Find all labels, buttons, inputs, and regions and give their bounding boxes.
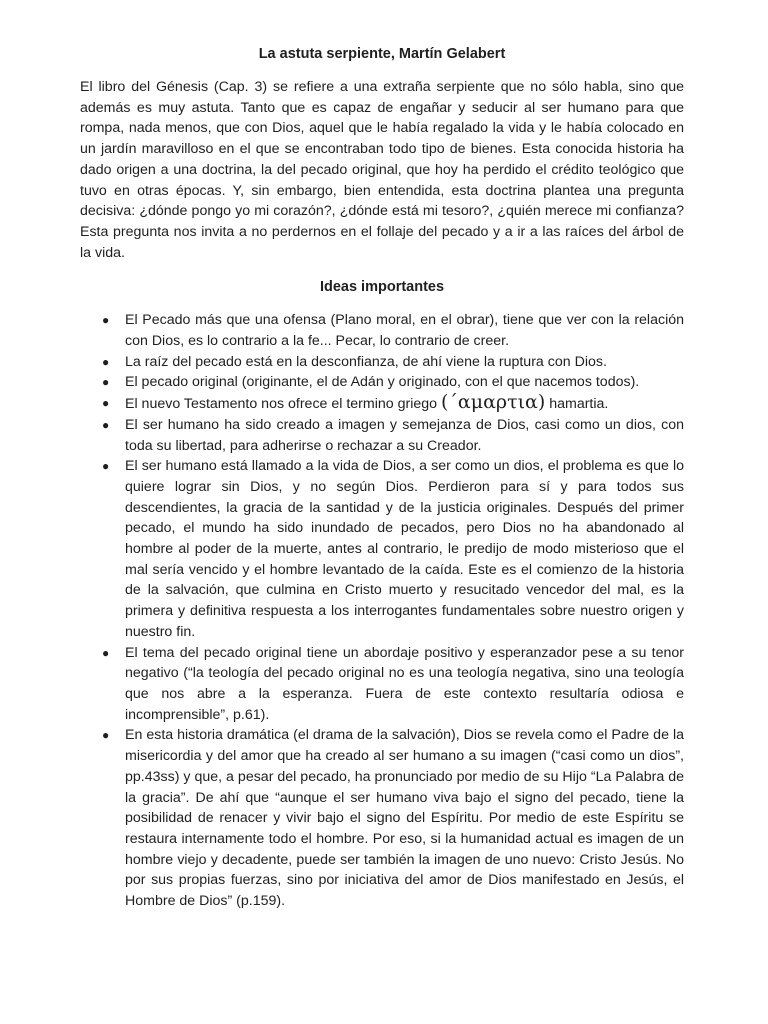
bullet-icon: ●	[102, 313, 110, 328]
bullet-icon: ●	[102, 354, 110, 369]
bullet-icon: ●	[102, 728, 110, 743]
section-heading: Ideas importantes	[319, 279, 445, 296]
list-item	[80, 372, 684, 393]
list-item-greek	[80, 393, 684, 415]
bullet-icon: ●	[102, 459, 110, 474]
list-item-text: El pecado original (originante, el de Adán y originado, con el que nacemos todos).	[125, 374, 640, 391]
bullet-icon: ●	[102, 396, 110, 411]
document-page	[80, 44, 684, 912]
bullet-icon: ●	[102, 375, 110, 390]
list-item	[80, 725, 684, 911]
list-item	[80, 415, 684, 456]
greek-translit: hamartia.	[545, 396, 609, 413]
list-item-text: El tema del pecado original tiene un abordaje positivo y esperanzador pese a su tenor negativo (“la teología del pecado original no es una teología negativa, sino una teología que nos abre a la esperanza. Fuera de este contexto resultaría odiosa e incomprensible”, p.61).	[125, 644, 684, 723]
greek-intro-text: El nuevo Testamento nos ofrece el termino griego	[125, 396, 441, 413]
list-item-text: El Pecado más que una ofensa (Plano moral, en el obrar), tiene que ver con la relación con Dios, es lo contrario a la fe... Pecar, lo contrario de creer.	[125, 312, 684, 350]
greek-term: (΄αμαρτια)	[440, 391, 546, 414]
intro-paragraph: El libro del Génesis (Cap. 3) se refiere a una extraña serpiente que no sólo habla, sino que además es muy astuta. Tanto que es capaz de engañar y seducir al ser humano para que rompa, nada menos, que con Dios, aquel que le había regalado la vida y le había colocado en un jardín maravilloso en el que se encontraban todo tipo de bienes. Esta conocida historia ha dado origen a una doctrina, la del pecado original, que hoy ha perdido el crédito teológico que tuvo en otras épocas. Y, sin embargo, bien entendida, esta doctrina plantea una pregunta decisiva: ¿dónde pongo yo mi corazón?, ¿dónde está mi tesoro?, ¿quién merece mi confianza? Esta pregunta nos invita a no perdernos en el follaje del pecado y a ir a las raíces del árbol de la vida.	[80, 79, 684, 261]
list-item	[80, 643, 684, 726]
list-item-text: El ser humano ha sido creado a imagen y semejanza de Dios, casi como un dios, con toda su libertad, para adherirse o rechazar a su Creador.	[125, 416, 684, 454]
list-item	[80, 310, 684, 351]
list-item-text: La raíz del pecado está en la desconfianza, de ahí viene la ruptura con Dios.	[125, 353, 607, 370]
list-item-text: En esta historia dramática (el drama de la salvación), Dios se revela como el Padre de la misericordia y del amor que ha creado al ser humano a su imagen (“casi como un dios”, pp.43ss) y que, a pesar del pecado, ha pronunciado por medio de su Hijo “La Palabra de la gracia”. De ahí que “aunque el ser humano viva bajo el signo del pecado, tiene la posibilidad de renacer y vivir bajo el signo del Espíritu. Por medio de este Espíritu se restaura internamente todo el hombre. Por eso, si la humanidad actual es imagen de un hombre viejo y decadente, puede ser también la imagen de uno nuevo: Cristo Jesús. No por sus propias fuerzas, sino por iniciativa del amor de Dios manifestado en Jesús, el Hombre de Dios” (p.159).	[125, 727, 684, 910]
bullet-icon: ●	[102, 417, 110, 432]
list-item	[80, 352, 684, 373]
ideas-list	[80, 310, 684, 911]
bullet-icon: ●	[102, 645, 110, 660]
list-item	[80, 456, 684, 642]
list-item-text: El ser humano está llamado a la vida de Dios, a ser como un dios, el problema es que lo quiere lograr sin Dios, y no según Dios. Perdieron para sí y para todos sus descendientes, la gracia de la santidad y de la justicia originales. Después del primer pecado, el mundo ha sido inundado de pecados, pero Dios no ha abandonado al hombre al poder de la muerte, antes al contrario, le predijo de modo misterioso que el mal sería vencido y el hombre levantado de la caída. Este es el comienzo de la historia de la salvación, que culmina en Cristo muerto y resucitado vencedor del mal, es la primera y definitiva respuesta a los interrogantes fundamentales sobre nuestro origen y nuestro fin.	[125, 458, 684, 640]
document-title: La astuta serpiente, Martín Gelabert	[258, 46, 506, 62]
